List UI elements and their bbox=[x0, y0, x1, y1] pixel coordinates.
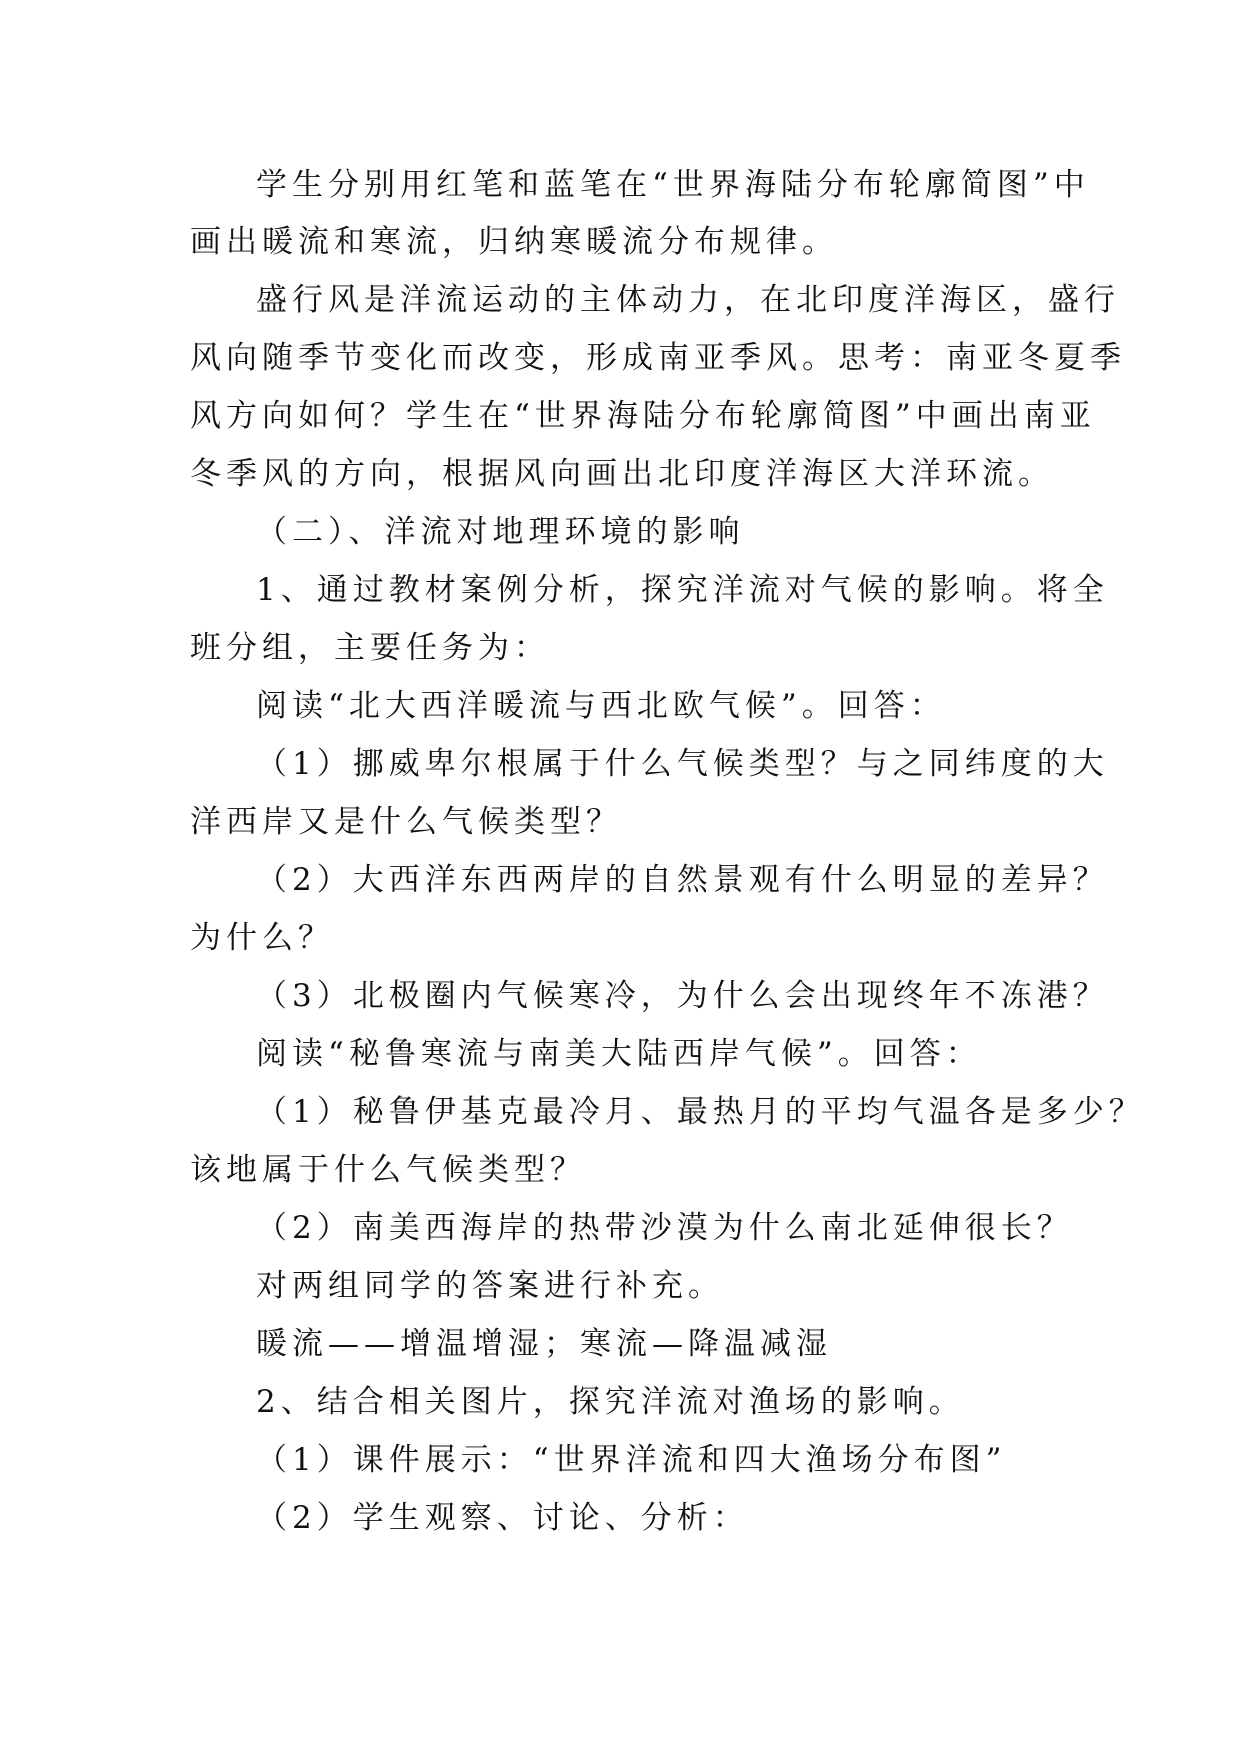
text-line: 对两组同学的答案进行补充。 bbox=[256, 1268, 724, 1304]
text-line: 班分组，主要任务为： bbox=[190, 630, 550, 666]
text-line: （1）秘鲁伊基克最冷月、最热月的平均气温各是多少？ bbox=[256, 1094, 1145, 1130]
text-line: （2）学生观察、讨论、分析： bbox=[256, 1500, 749, 1536]
text-line: （3）北极圈内气候寒冷，为什么会出现终年不冻港？ bbox=[256, 978, 1109, 1014]
text-line: 画出暖流和寒流，归纳寒暖流分布规律。 bbox=[190, 224, 838, 260]
text-line: 风向随季节变化而改变，形成南亚季风。思考：南亚冬夏季 bbox=[190, 340, 1126, 376]
text-line: 冬季风的方向，根据风向画出北印度洋海区大洋环流。 bbox=[190, 456, 1054, 492]
text-line: 阅读“北大西洋暖流与西北欧气候”。回答： bbox=[256, 688, 946, 724]
text-line: 该地属于什么气候类型？ bbox=[190, 1152, 586, 1188]
text-line: 阅读“秘鲁寒流与南美大陆西岸气候”。回答： bbox=[256, 1036, 982, 1072]
text-line: 学生分别用红笔和蓝笔在“世界海陆分布轮廓简图”中 bbox=[256, 167, 1090, 203]
text-line: 暖流——增温增湿；寒流—降温减湿 bbox=[256, 1326, 832, 1362]
text-line: （2）大西洋东西两岸的自然景观有什么明显的差异？ bbox=[256, 862, 1109, 898]
text-line: 盛行风是洋流运动的主体动力，在北印度洋海区，盛行 bbox=[256, 282, 1120, 318]
text-line: （1）挪威卑尔根属于什么气候类型？与之同纬度的大 bbox=[256, 746, 1109, 782]
text-line: 2、结合相关图片，探究洋流对渔场的影响。 bbox=[256, 1384, 965, 1420]
text-line: 1、通过教材案例分析，探究洋流对气候的影响。将全 bbox=[256, 572, 1109, 608]
text-line: 风方向如何？学生在“世界海陆分布轮廓简图”中画出南亚 bbox=[190, 398, 1096, 434]
text-line: （2）南美西海岸的热带沙漠为什么南北延伸很长？ bbox=[256, 1210, 1073, 1246]
text-line: 洋西岸又是什么气候类型？ bbox=[190, 804, 622, 840]
text-line: （1）课件展示：“世界洋流和四大渔场分布图” bbox=[256, 1442, 1007, 1478]
text-line: 为什么？ bbox=[190, 920, 334, 956]
section-heading: （二）、洋流对地理环境的影响 bbox=[256, 514, 745, 550]
